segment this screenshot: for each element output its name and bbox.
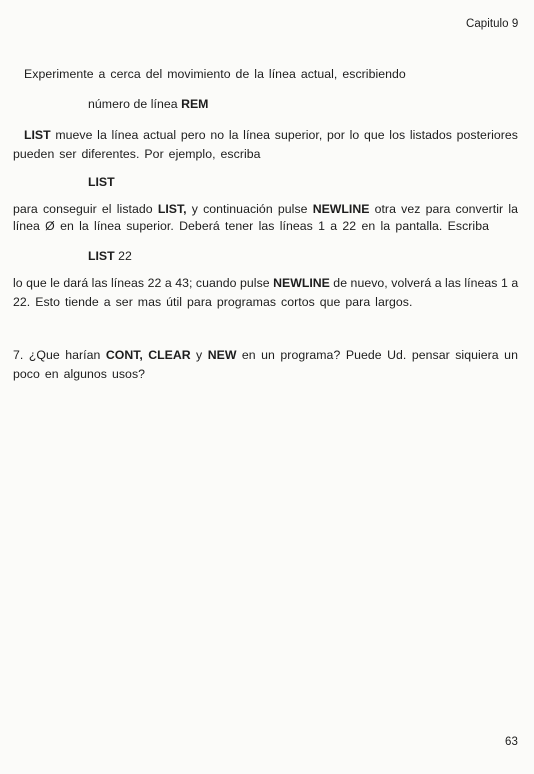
- question-7-line-2: poco en algunos usos?: [13, 367, 146, 381]
- keyword-new: NEW: [207, 348, 237, 362]
- command-text: 22: [114, 249, 132, 263]
- command-keyword: LIST: [88, 249, 115, 263]
- chapter-header: Capitulo 9: [466, 18, 519, 30]
- paragraph-newline-line-1: [13, 203, 518, 215]
- command-text: número de línea: [88, 97, 182, 111]
- paragraph-list-line-2: pueden ser diferentes. Por ejemplo, escriba: [13, 147, 261, 161]
- question-7-line-1: [13, 349, 518, 361]
- command-example-rem: [88, 97, 208, 111]
- command-example-list-22: [88, 249, 132, 263]
- keyword-cont-clear: CONT, CLEAR: [105, 348, 191, 362]
- paragraph-text: y continuación pulse: [186, 202, 313, 216]
- keyword-list: LIST,: [157, 202, 187, 216]
- paragraph-text: de nuevo, volverá a las líneas 1 a: [329, 276, 519, 290]
- keyword-list: LIST: [24, 128, 51, 142]
- question-text: y: [190, 348, 208, 362]
- paragraph-intro-line: Experimente a cerca del movimiento de la línea actual, escribiendo: [24, 67, 406, 81]
- command-example-list: LIST: [88, 175, 115, 189]
- paragraph-lines-line-1: [13, 277, 518, 289]
- question-text: en un programa? Puede Ud. pensar siquiera un: [236, 348, 518, 362]
- question-text: 7. ¿Que harían: [13, 348, 106, 362]
- paragraph-text: para conseguir el listado: [13, 202, 158, 216]
- paragraph-text: lo que le dará las líneas 22 a 43; cuando pulse: [13, 276, 274, 290]
- paragraph-lines-line-2: 22. Esto tiende a ser mas útil para programas cortos que para largos.: [13, 295, 413, 309]
- keyword-newline: NEWLINE: [273, 276, 330, 290]
- paragraph-list-line-1: [13, 129, 518, 141]
- paragraph-text: otra vez para convertir la: [369, 202, 519, 216]
- command-keyword: REM: [181, 97, 209, 111]
- page-number: 63: [505, 736, 518, 748]
- paragraph-text: mueve la línea actual pero no la línea superior, por lo que los listados posteriores: [50, 128, 518, 142]
- paragraph-newline-line-2: línea Ø en la línea superior. Deberá tener las líneas 1 a 22 en la pantalla. Escriba: [13, 219, 489, 233]
- keyword-newline: NEWLINE: [312, 202, 370, 216]
